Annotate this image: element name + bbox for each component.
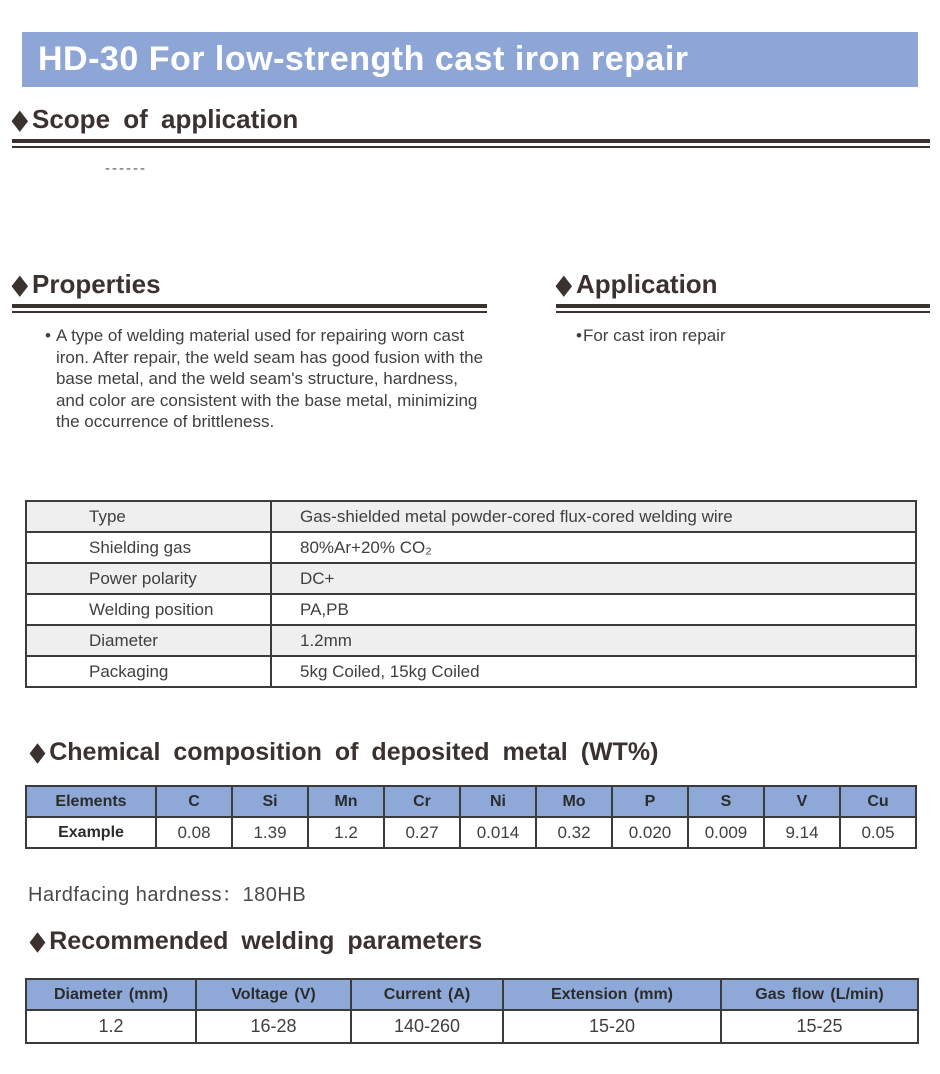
heading-rule: [12, 139, 930, 148]
section-properties: [12, 269, 487, 433]
param-header: Extension (mm): [503, 979, 721, 1010]
spec-label: Welding position: [26, 594, 271, 625]
chem-value: 0.020: [612, 817, 688, 848]
chemical-heading-label: Chemical composition of deposited metal (WT%): [49, 738, 659, 766]
table-header-row: [26, 979, 918, 1010]
table-row: [26, 532, 916, 563]
spec-value: Gas-shielded metal powder-cored flux-cored welding wire: [271, 501, 916, 532]
spec-label: Shielding gas: [26, 532, 271, 563]
chem-element: Si: [232, 786, 308, 817]
scope-heading-label: Scope of application: [32, 104, 299, 134]
welding-parameters-table: [25, 978, 919, 1044]
page-title: HD-30 For low-strength cast iron repair: [38, 40, 689, 78]
chem-element: Ni: [460, 786, 536, 817]
hardness-label: Hardfacing hardness：: [28, 884, 243, 906]
chem-value: 9.14: [764, 817, 840, 848]
table-row: [26, 656, 916, 687]
chem-element: V: [764, 786, 840, 817]
param-value: 16-28: [196, 1010, 351, 1043]
chem-value: 0.014: [460, 817, 536, 848]
spec-value: PA,PB: [271, 594, 916, 625]
chem-element: Cr: [384, 786, 460, 817]
spec-value: DC+: [271, 563, 916, 594]
parameters-heading: [30, 926, 482, 956]
diamond-icon: ◆: [12, 269, 28, 299]
chem-element: P: [612, 786, 688, 817]
spec-table: [25, 500, 917, 688]
diamond-icon: ◆: [30, 738, 46, 766]
properties-heading-label: Properties: [32, 269, 161, 299]
spec-label: Diameter: [26, 625, 271, 656]
chem-row-label: Example: [26, 817, 156, 848]
param-value: 15-20: [503, 1010, 721, 1043]
spec-value: 1.2mm: [271, 625, 916, 656]
spec-label: Type: [26, 501, 271, 532]
table-row: [26, 501, 916, 532]
table-header-row: [26, 786, 916, 817]
param-header: Current (A): [351, 979, 503, 1010]
param-header: Diameter (mm): [26, 979, 196, 1010]
properties-bullet: [12, 325, 487, 433]
application-heading-label: Application: [576, 269, 718, 299]
spec-label: Power polarity: [26, 563, 271, 594]
section-scope-of-application: [12, 104, 930, 148]
chemical-composition-table: [25, 785, 917, 849]
chem-element: Cu: [840, 786, 916, 817]
param-header: Gas flow (L/min): [721, 979, 918, 1010]
param-value: 15-25: [721, 1010, 918, 1043]
table-row: [26, 563, 916, 594]
heading-rule: [12, 304, 487, 313]
properties-bullet-text: A type of welding material used for repairing worn cast iron. After repair, the weld seam has good fusion with the base metal, and the weld seam's structure, hardness, and color are consistent with the base metal, minimizing the occurrence of brittleness.: [55, 326, 484, 431]
chem-element: Mn: [308, 786, 384, 817]
table-row: [26, 817, 916, 848]
chem-value: 1.39: [232, 817, 308, 848]
application-heading: [556, 269, 930, 299]
chem-value: 0.009: [688, 817, 764, 848]
chem-value: 0.27: [384, 817, 460, 848]
hardness-value: 180HB: [242, 884, 307, 906]
spec-value: 80%Ar+20% CO₂: [271, 532, 916, 563]
spec-value: 5kg Coiled, 15kg Coiled: [271, 656, 916, 687]
param-value: 1.2: [26, 1010, 196, 1043]
table-row: [26, 1010, 918, 1043]
table-row: [26, 594, 916, 625]
chem-value: 1.2: [308, 817, 384, 848]
section-application: [556, 269, 930, 347]
chem-value: 0.08: [156, 817, 232, 848]
diamond-icon: ◆: [12, 104, 28, 134]
spec-label: Packaging: [26, 656, 271, 687]
parameters-heading-label: Recommended welding parameters: [49, 927, 483, 955]
heading-rule: [556, 304, 930, 313]
hardfacing-hardness-line: [28, 878, 306, 907]
scope-heading: [12, 104, 930, 134]
chem-value: 0.32: [536, 817, 612, 848]
param-value: 140-260: [351, 1010, 503, 1043]
scope-placeholder-text: ------: [105, 160, 147, 177]
application-bullet: [556, 325, 930, 347]
chem-value: 0.05: [840, 817, 916, 848]
param-header: Voltage (V): [196, 979, 351, 1010]
chem-element: S: [688, 786, 764, 817]
diamond-icon: ◆: [30, 927, 46, 955]
properties-heading: [12, 269, 487, 299]
diamond-icon: ◆: [556, 269, 572, 299]
chem-element: C: [156, 786, 232, 817]
chem-header-elements: Elements: [26, 786, 156, 817]
bullet-icon: •: [576, 326, 582, 345]
table-row: [26, 625, 916, 656]
application-bullet-text: For cast iron repair: [582, 326, 726, 345]
product-title-banner: [22, 32, 918, 87]
bullet-icon: •: [45, 326, 51, 345]
chem-element: Mo: [536, 786, 612, 817]
chemical-heading: [30, 737, 658, 767]
